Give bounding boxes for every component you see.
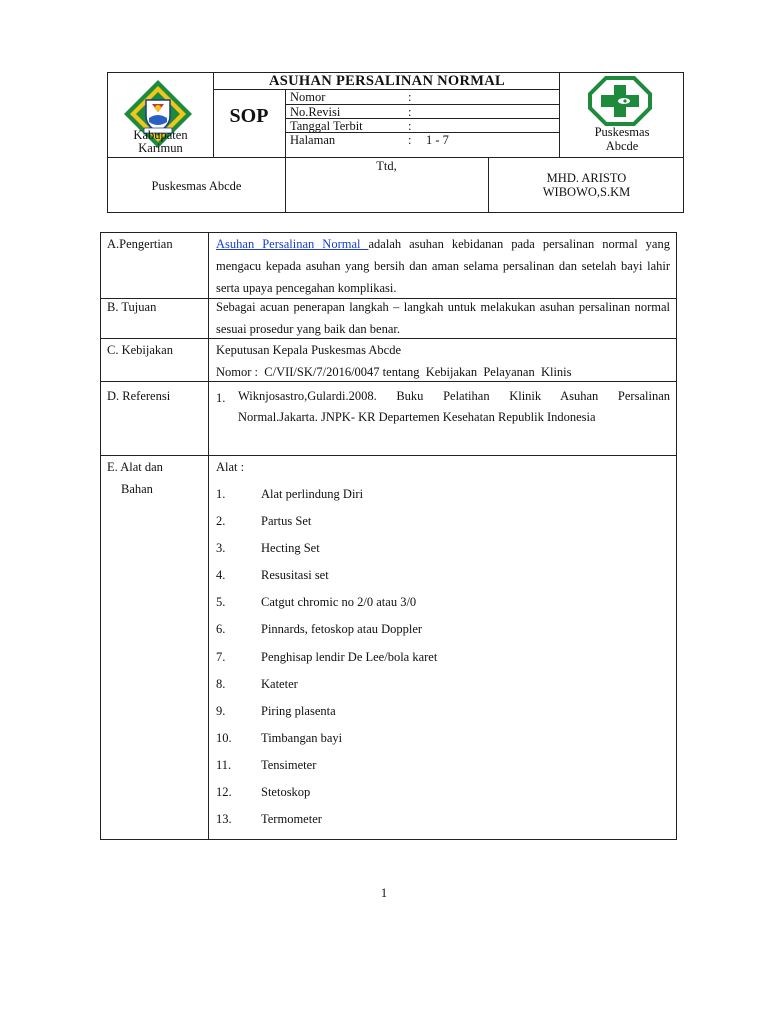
item-number: 4. — [216, 568, 226, 582]
item-text: Penghisap lendir De Lee/bola karet — [261, 650, 438, 664]
item-number: 9. — [216, 704, 226, 718]
puskesmas-name-line: Puskesmas — [594, 125, 650, 139]
item-text: Termometer — [261, 812, 322, 826]
signer-name-line: MHD. ARISTO — [546, 171, 627, 185]
equipment-heading: Alat : — [216, 460, 245, 474]
reference-number: 1. — [216, 391, 226, 405]
section-label-referensi: D. Referensi — [107, 389, 171, 403]
item-number: 12. — [216, 785, 232, 799]
meta-key-nomor: Nomor — [290, 90, 326, 104]
sop-label: SOP — [229, 105, 269, 127]
policy-line: Keputusan Kepala Puskesmas Abcde — [216, 343, 402, 357]
equipment-item — [216, 648, 437, 666]
equipment-item — [216, 539, 320, 557]
equipment-item — [216, 675, 298, 693]
item-number: 2. — [216, 514, 226, 528]
section-label-alat: E. Alat dan — [107, 460, 163, 474]
meta-colon: : — [408, 119, 412, 133]
equipment-item — [216, 729, 342, 747]
section-label-pengertian: A.Pengertian — [107, 237, 173, 251]
district-name — [108, 129, 213, 155]
puskesmas-logo-icon — [588, 76, 652, 126]
puskesmas-name-left: Puskesmas Abcde — [151, 179, 242, 193]
meta-colon: : — [408, 105, 412, 119]
item-number: 5. — [216, 595, 226, 609]
equipment-item — [216, 620, 422, 638]
item-text: Pinnards, fetoskop atau Doppler — [261, 622, 423, 636]
policy-number-line: Nomor : C/VII/SK/7/2016/0047 tentang Kebijakan Pelayanan Klinis — [216, 365, 572, 379]
puskesmas-name-line: Abcde — [605, 139, 639, 153]
item-number: 11. — [216, 758, 232, 772]
item-text: Resusitasi set — [261, 568, 329, 582]
divider — [108, 157, 683, 158]
divider — [285, 90, 286, 157]
document-title: ASUHAN PERSALINAN NORMAL — [269, 73, 505, 89]
item-number: 10. — [216, 731, 232, 745]
item-text: Catgut chromic no 2/0 atau 3/0 — [261, 595, 417, 609]
equipment-item — [216, 593, 416, 611]
page-number: 1 — [380, 886, 388, 900]
signature-label: Ttd, — [376, 159, 397, 173]
item-text: Kateter — [261, 677, 298, 691]
district-name-line: Karimun — [138, 141, 183, 155]
item-text: Hecting Set — [261, 541, 320, 555]
puskesmas-name-right — [560, 125, 684, 153]
item-number: 1. — [216, 487, 226, 501]
item-number: 7. — [216, 650, 226, 664]
meta-key-halaman: Halaman — [290, 133, 336, 147]
equipment-item — [216, 810, 322, 828]
section-label-alat-bahan: Bahan — [121, 482, 153, 496]
section-label-kebijakan: C. Kebijakan — [107, 343, 173, 357]
equipment-item — [216, 702, 336, 720]
item-number: 6. — [216, 622, 226, 636]
meta-value-halaman: 1 - 7 — [426, 133, 449, 147]
item-text: Partus Set — [261, 514, 312, 528]
section-text-kebijakan — [216, 339, 670, 383]
column-divider — [208, 233, 209, 839]
meta-colon: : — [408, 133, 412, 147]
equipment-item — [216, 566, 329, 584]
reference-text: Wiknjosastro,Gulardi.2008. Buku Pelatihan Klinik Asuhan Persalinan Normal.Jakarta. JNPK- KR Departemen Kesehatan Republik Indonesia — [238, 389, 670, 424]
district-name-line: Kabupaten — [133, 128, 188, 142]
section-label-tujuan: B. Tujuan — [107, 300, 157, 314]
equipment-item — [216, 512, 311, 530]
row-divider — [101, 455, 676, 456]
item-text: Stetoskop — [261, 785, 311, 799]
meta-key-revisi: No.Revisi — [290, 105, 341, 119]
equipment-item — [216, 783, 310, 801]
equipment-item — [216, 485, 363, 503]
definition-text: adalah asuhan kebidanan pada persalinan normal yang mengacu kepada asuhan yang bersih dan aman selama persalinan dan setelah bayi lahir serta upaya pencegahan komplikasi. — [216, 237, 670, 295]
item-text: Timbangan bayi — [261, 731, 343, 745]
signer-name-line: WIBOWO,S.KM — [542, 185, 631, 199]
meta-key-tanggal: Tanggal Terbit — [290, 119, 363, 133]
item-number: 8. — [216, 677, 226, 691]
definition-link[interactable]: Asuhan Persalinan Normal — [216, 237, 369, 251]
section-text-tujuan: Sebagai acuan penerapan langkah – langkah untuk melakukan asuhan persalinan normal sesuai prosedur yang baik dan benar. — [216, 300, 670, 336]
item-text: Tensimeter — [261, 758, 317, 772]
signer-name — [489, 171, 684, 199]
equipment-item — [216, 756, 316, 774]
item-number: 3. — [216, 541, 226, 555]
item-number: 13. — [216, 812, 232, 826]
section-text-pengertian — [216, 233, 670, 299]
meta-colon: : — [408, 90, 412, 104]
sop-header-table — [107, 72, 684, 213]
item-text: Alat perlindung Diri — [261, 487, 364, 501]
item-text: Piring plasenta — [261, 704, 336, 718]
sop-content-table — [100, 232, 677, 840]
